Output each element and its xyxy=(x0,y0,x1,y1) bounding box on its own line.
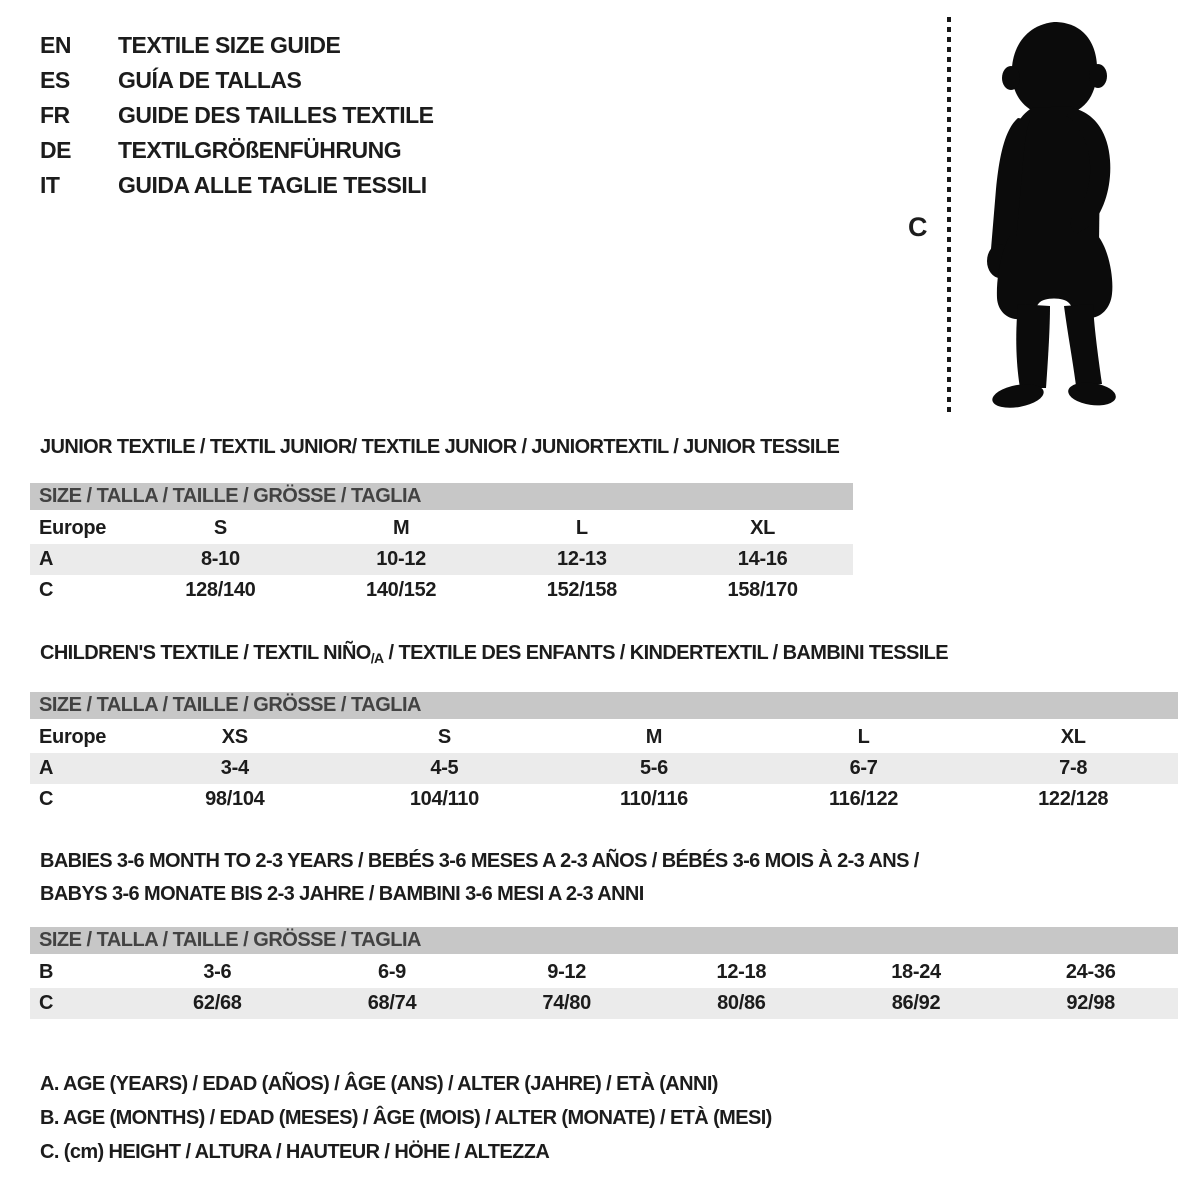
height-dashed-line xyxy=(947,17,951,417)
height-cell: 104/110 xyxy=(409,788,479,810)
height-cell: 128/140 xyxy=(185,579,256,601)
size-cell: XL xyxy=(1060,726,1086,748)
language-code: IT xyxy=(40,172,60,198)
height-cell: 74/80 xyxy=(542,992,591,1014)
age-cell: 12-18 xyxy=(716,961,767,983)
height-cell: 62/68 xyxy=(193,992,242,1014)
row-label: C xyxy=(39,992,54,1014)
height-cell: 98/104 xyxy=(205,788,265,810)
junior-section-title: JUNIOR TEXTILE / TEXTIL JUNIOR/ TEXTILE JUNIOR / JUNIORTEXTIL / JUNIOR TESSILE xyxy=(40,436,840,458)
size-cell: M xyxy=(392,517,410,539)
children-title-part: CHILDREN'S TEXTILE / TEXTIL NIÑO xyxy=(40,642,371,664)
table-header-bar: SIZE / TALLA / TAILLE / GRÖSSE / TAGLIA xyxy=(30,927,1178,954)
size-cell: L xyxy=(857,726,870,748)
height-cell: 80/86 xyxy=(717,992,766,1014)
age-cell: 18-24 xyxy=(891,961,941,983)
language-row-fr xyxy=(40,98,434,133)
language-title: TEXTILGRÖßENFÜHRUNG xyxy=(118,137,402,163)
language-title: GUIDA ALLE TAGLIE TESSILI xyxy=(118,172,427,198)
row-label: Europe xyxy=(39,517,107,539)
table-header-bar: SIZE / TALLA / TAILLE / GRÖSSE / TAGLIA xyxy=(30,692,1178,719)
table-row-height xyxy=(30,988,1178,1019)
language-title: GUÍA DE TALLAS xyxy=(118,67,302,93)
row-label: C xyxy=(39,788,54,810)
size-cell: S xyxy=(437,726,451,748)
row-label: C xyxy=(39,579,54,601)
age-cell: 6-7 xyxy=(849,757,878,779)
children-title-subscript: /A xyxy=(370,650,384,666)
children-section-title xyxy=(40,641,948,670)
height-cell: 68/74 xyxy=(367,992,417,1014)
age-cell: 24-36 xyxy=(1065,961,1116,983)
language-code: FR xyxy=(40,102,70,128)
age-cell: 14-16 xyxy=(737,548,788,570)
height-cell: 92/98 xyxy=(1066,992,1115,1014)
babies-section-title-line2: BABYS 3-6 MONATE BIS 2-3 JAHRE / BAMBINI 3-6 MESI A 2-3 ANNI xyxy=(40,883,644,905)
age-cell: 10-12 xyxy=(376,548,426,570)
age-cell: 3-4 xyxy=(220,757,249,779)
babies-section-title-line1: BABIES 3-6 MONTH TO 2-3 YEARS / BEBÉS 3-6 MESES A 2-3 AÑOS / BÉBÉS 3-6 MOIS À 2-3 ANS / xyxy=(40,850,919,872)
footnote-age-months: B. AGE (MONTHS) / EDAD (MESES) / ÂGE (MOIS) / ALTER (MONATE) / ETÀ (MESI) xyxy=(40,1107,772,1129)
toddler-silhouette-icon xyxy=(966,14,1142,422)
age-cell: 8-10 xyxy=(200,548,240,570)
language-row-it xyxy=(40,168,434,203)
size-cell: M xyxy=(645,726,663,748)
height-cell: 140/152 xyxy=(366,579,437,601)
table-row-europe xyxy=(30,513,853,544)
table-header-bar: SIZE / TALLA / TAILLE / GRÖSSE / TAGLIA xyxy=(30,483,853,510)
language-row-en xyxy=(40,28,434,63)
height-cell: 158/170 xyxy=(727,579,798,601)
height-cell: 116/122 xyxy=(829,788,899,810)
age-cell: 12-13 xyxy=(557,548,607,570)
table-row-age xyxy=(30,753,1178,784)
row-label: Europe xyxy=(39,726,107,748)
row-label: A xyxy=(39,548,54,570)
footnote-height: C. (cm) HEIGHT / ALTURA / HAUTEUR / HÖHE / ALTEZZA xyxy=(40,1141,550,1163)
age-cell: 4-5 xyxy=(430,757,459,779)
size-cell: L xyxy=(575,517,588,539)
row-label: A xyxy=(39,757,54,779)
height-cell: 152/158 xyxy=(546,579,617,601)
language-code: ES xyxy=(40,67,70,93)
language-row-es xyxy=(40,63,434,98)
language-title: TEXTILE SIZE GUIDE xyxy=(118,32,341,58)
table-row-height xyxy=(30,784,1178,815)
row-label: B xyxy=(39,961,54,983)
age-cell: 5-6 xyxy=(639,757,668,779)
height-cell: 86/92 xyxy=(891,992,941,1014)
language-row-de xyxy=(40,133,434,168)
table-row-age xyxy=(30,544,853,575)
table-row-height xyxy=(30,575,853,606)
children-size-table xyxy=(30,692,1178,815)
size-cell: XS xyxy=(221,726,248,748)
language-header xyxy=(40,28,434,203)
age-cell: 7-8 xyxy=(1059,757,1088,779)
children-title-part: / TEXTILE DES ENFANTS / KINDERTEXTIL / BAMBINI TESSILE xyxy=(383,642,949,664)
language-code: EN xyxy=(40,32,71,58)
height-cell: 122/128 xyxy=(1038,788,1109,810)
junior-size-table xyxy=(30,483,853,606)
age-cell: 3-6 xyxy=(203,961,232,983)
language-code: DE xyxy=(40,137,71,163)
age-cell: 6-9 xyxy=(378,961,407,983)
footnote-age-years: A. AGE (YEARS) / EDAD (AÑOS) / ÂGE (ANS) / ALTER (JAHRE) / ETÀ (ANNI) xyxy=(40,1073,718,1095)
height-cell: 110/116 xyxy=(619,788,688,810)
babies-size-table xyxy=(30,927,1178,1019)
age-cell: 9-12 xyxy=(547,961,587,983)
table-row-europe xyxy=(30,722,1178,753)
language-title: GUIDE DES TAILLES TEXTILE xyxy=(118,102,434,128)
height-measure-label: C xyxy=(908,212,928,242)
size-cell: XL xyxy=(750,517,776,539)
table-row-age-months xyxy=(30,957,1178,988)
size-cell: S xyxy=(213,517,227,539)
